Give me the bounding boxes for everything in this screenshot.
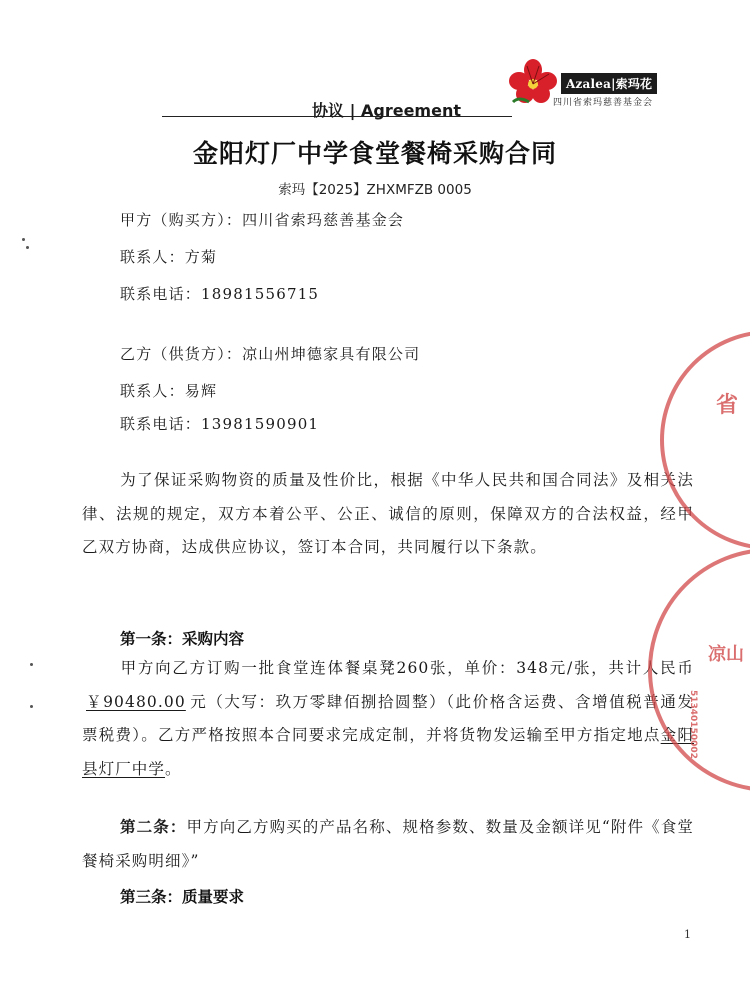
party-a-name: 甲方（购买方）：四川省索玛慈善基金会 [120, 211, 405, 229]
article-1-paragraph [82, 652, 694, 786]
contract-title: 金阳灯厂中学食堂餐椅采购合同 [192, 139, 557, 168]
article-2-text: 甲方向乙方购买的产品名称、规格参数、数量及金额详见“附件《食堂餐椅采购明细》” [82, 818, 694, 870]
article-3-heading: 第三条：质量要求 [120, 888, 245, 906]
article-1-text-part2: 元（大写：玖万零肆佰捌拾圆整）（此价格含运费、含增值税普通发票税费）。乙方严格按照本合同要求完成定制，并将货物发运输至甲方指定地点 [82, 692, 694, 744]
seal-char-top: 省 [716, 393, 739, 418]
agreement-label: 协议 | Agreement [312, 101, 461, 120]
party-b-contact: 联系人：易辉 [120, 382, 218, 400]
seal-digits: 51340150002 [688, 690, 698, 759]
logo-brand-text: Azalea|索玛花 [561, 73, 657, 94]
party-b-phone: 联系电话：13981590901 [120, 415, 320, 433]
party-b-name: 乙方（供货方）：凉山州坤德家具有限公司 [120, 345, 421, 363]
party-a-phone: 联系电话：18981556715 [120, 285, 320, 303]
intro-text: 为了保证采购物资的质量及性价比，根据《中华人民共和国合同法》及相关法律、法规的规定，双方本着公平、公正、诚信的原则，保障双方的合法权益，经甲乙双方协商，达成供应协议，签订本合同，共同履行以下条款。 [82, 471, 694, 556]
article-2-heading: 第二条： [120, 818, 187, 836]
contract-number: 索玛【2025】ZHXMFZB 0005 [278, 182, 472, 198]
article-1-text-part1: 甲方向乙方订购一批食堂连体餐桌凳260张，单价：348元/张，共计人民币 [120, 659, 694, 677]
article-1-heading: 第一条：采购内容 [120, 630, 245, 648]
contract-amount: ￥90480.00 [86, 692, 186, 711]
party-a-contact: 联系人：方菊 [120, 248, 218, 266]
page-number: 1 [684, 928, 691, 941]
foundation-logo [505, 56, 695, 116]
intro-paragraph [82, 464, 694, 565]
delivery-location: 金阳县灯厂中学 [82, 726, 694, 778]
article-2-paragraph [82, 811, 694, 878]
logo-org-name: 四川省索玛慈善基金会 [553, 98, 654, 108]
seal-char-mid: 凉山 [708, 644, 744, 665]
article-1-text-part3: 。 [165, 759, 182, 778]
